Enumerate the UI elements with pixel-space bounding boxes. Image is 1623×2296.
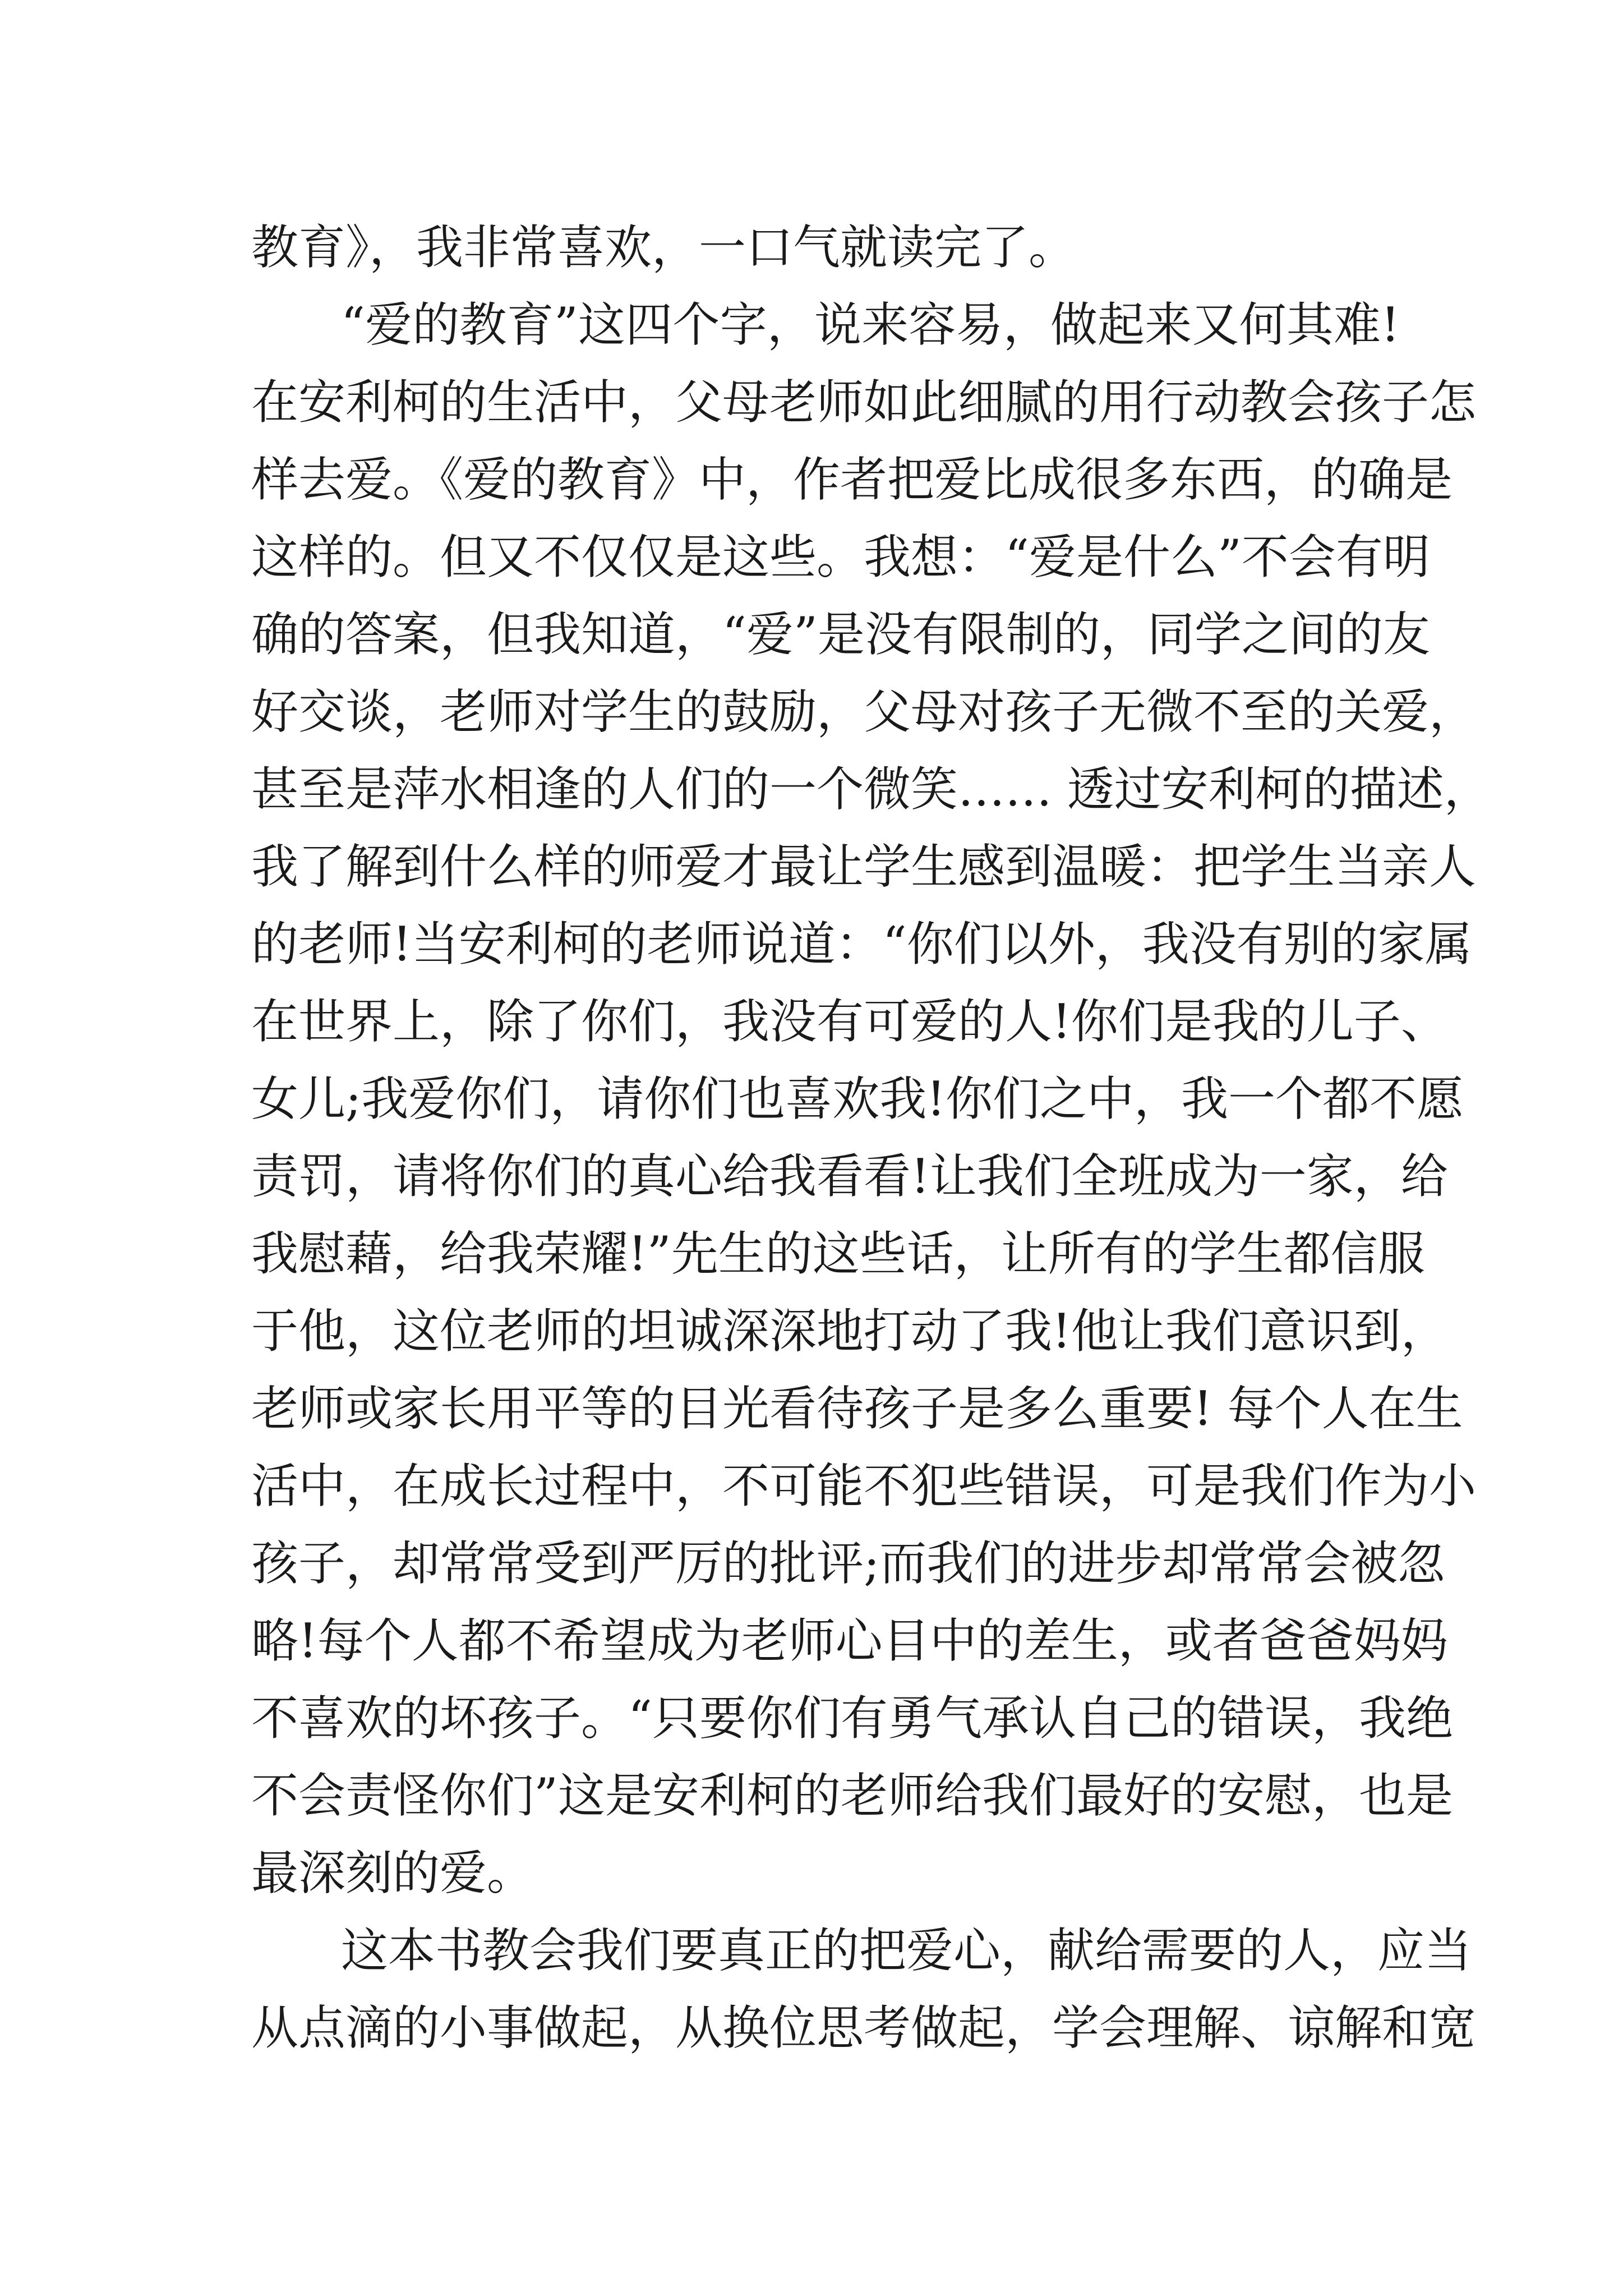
text-line: 女儿;我爱你们，请你们也喜欢我!你们之中，我一个都不愿 xyxy=(251,1071,1464,1126)
text-line: 样去爱。《爱的教育》中，作者把爱比成很多东西，的确是 xyxy=(251,452,1453,507)
text-line: 责罚，请将你们的真心给我看看!让我们全班成为一家，给 xyxy=(251,1149,1448,1204)
text-line: 我了解到什么样的师爱才最让学生感到温暖：把学生当亲人 xyxy=(251,839,1477,894)
text-line: “爱的教育”这四个字，说来容易，做起来又何其难! xyxy=(341,297,1400,352)
text-line: 在安利柯的生活中，父母老师如此细腻的用行动教会孩子怎 xyxy=(251,375,1477,430)
text-line: 这样的。但又不仅仅是这些。我想：“爱是什么”不会有明 xyxy=(251,530,1430,585)
text-line: 的老师!当安利柯的老师说道：“你们以外，我没有别的家属 xyxy=(251,917,1472,972)
text-line: 活中，在成长过程中，不可能不犯些错误，可是我们作为小 xyxy=(251,1458,1477,1513)
text-line: 略!每个人都不希望成为老师心目中的差生，或者爸爸妈妈 xyxy=(251,1613,1448,1668)
text-line: 好交谈，老师对学生的鼓励，父母对孩子无微不至的关爱， xyxy=(251,684,1477,739)
text-line: 确的答案，但我知道，“爱”是没有限制的，同学之间的友 xyxy=(251,607,1430,662)
text-line: 甚至是萍水相逢的人们的一个微笑…… 透过安利柯的描述， xyxy=(251,762,1491,817)
text-line: 从点滴的小事做起，从换位思考做起，学会理解、谅解和宽 xyxy=(251,2000,1477,2055)
text-line: 不喜欢的坏孩子。“只要你们有勇气承认自己的错误，我绝 xyxy=(251,1691,1453,1746)
text-line: 孩子，却常常受到严厉的批评;而我们的进步却常常会被忽 xyxy=(251,1536,1445,1591)
text-line: 不会责怪你们”这是安利柯的老师给我们最好的安慰，也是 xyxy=(251,1768,1453,1823)
text-line: 在世界上，除了你们，我没有可爱的人!你们是我的儿子、 xyxy=(251,994,1448,1049)
text-line: 老师或家长用平等的目光看待孩子是多么重要! 每个人在生 xyxy=(251,1381,1463,1436)
body-text xyxy=(251,209,1491,2067)
text-line: 最深刻的爱。 xyxy=(251,1846,534,1901)
text-line: 于他，这位老师的坦诚深深地打动了我!他让我们意识到， xyxy=(251,1304,1448,1359)
text-line: 这本书教会我们要真正的把爱心，献给需要的人，应当 xyxy=(341,1923,1472,1978)
text-line: 我慰藉，给我荣耀!”先生的这些话，让所有的学生都信服 xyxy=(251,1226,1425,1281)
text-line: 教育》，我非常喜欢，一口气就读完了。 xyxy=(251,220,1076,275)
